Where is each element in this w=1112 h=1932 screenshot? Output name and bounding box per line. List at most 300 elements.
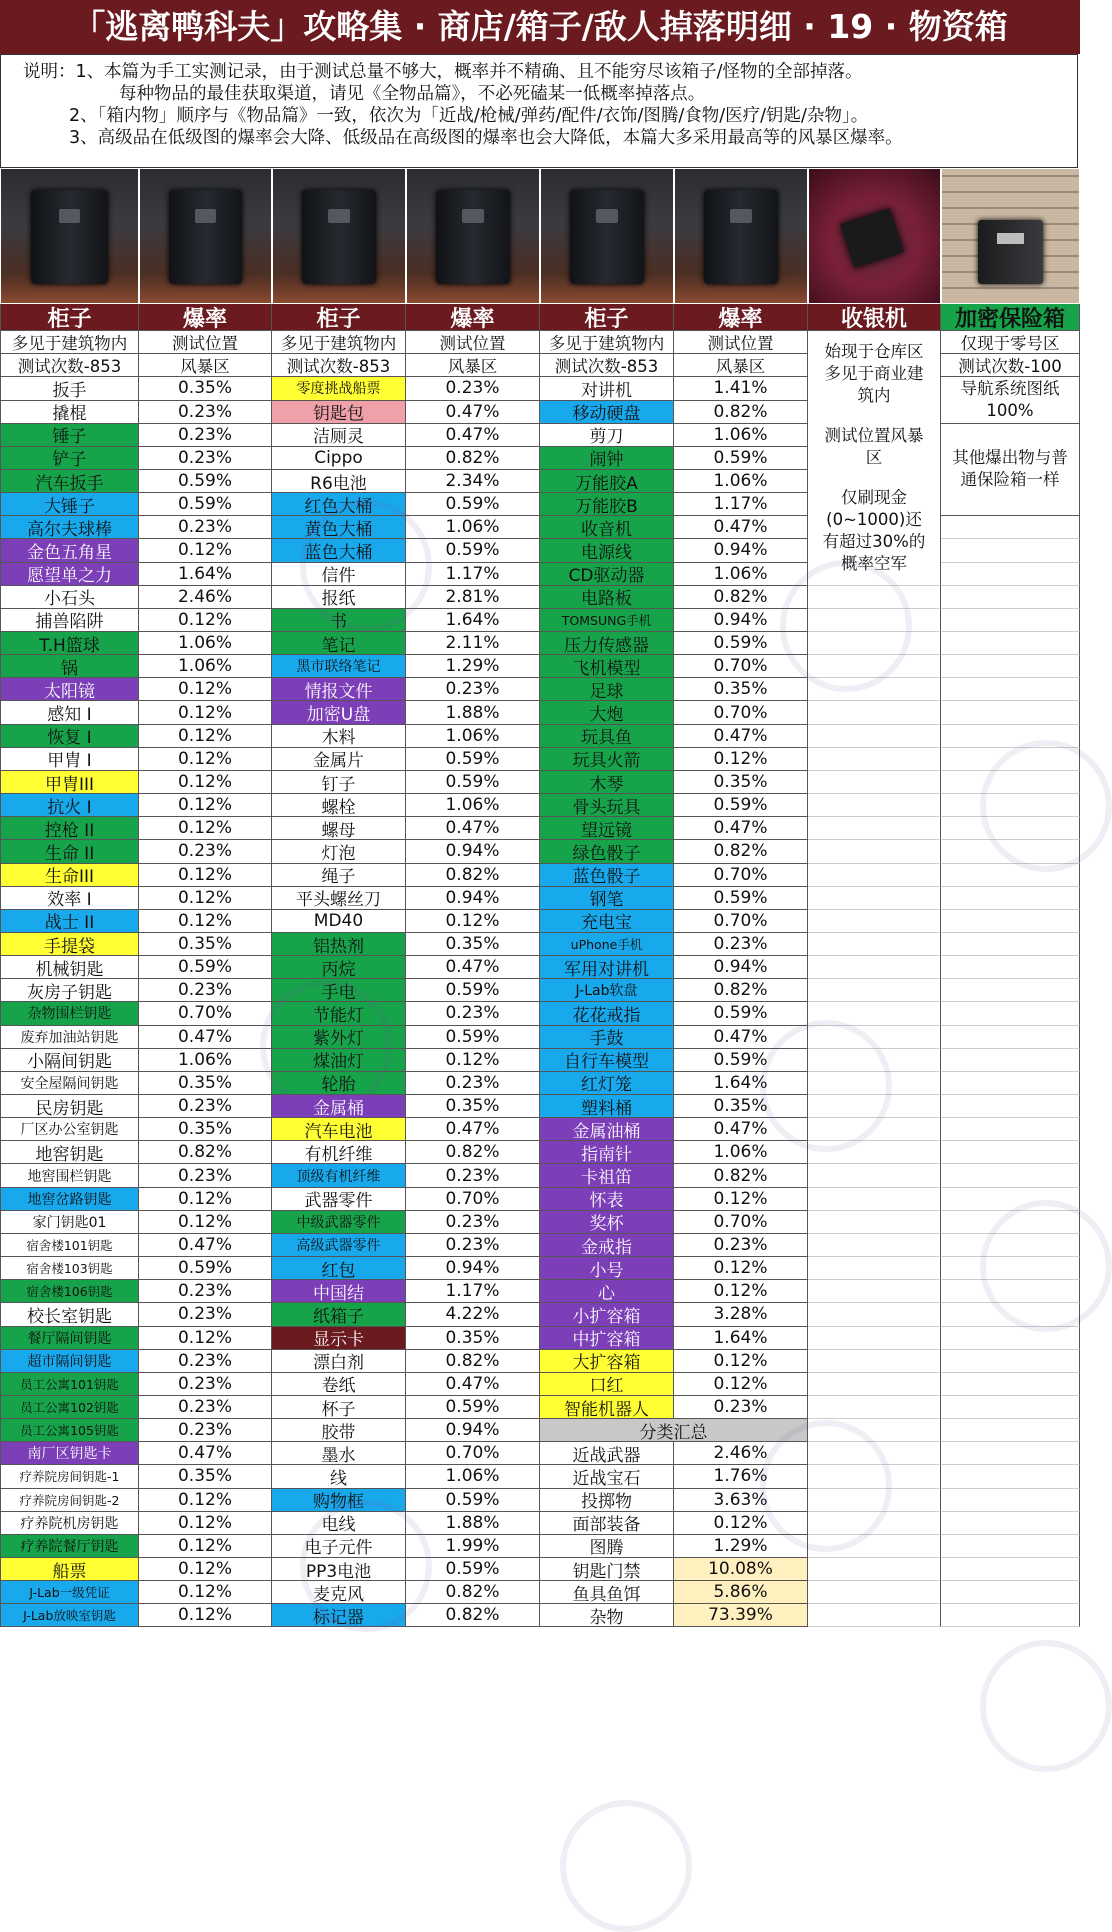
empty-cell [941,1489,1080,1512]
summary-category: 近战武器 [540,1442,674,1465]
item-name: 自行车模型 [540,1049,674,1072]
empty-cell [808,1303,941,1326]
item-name: 万能胶B [540,493,674,516]
item-name: 书 [272,609,406,632]
drop-rate: 1.88% [406,701,540,724]
summary-rate: 2.46% [674,1442,808,1465]
item-name: J-Lab软盘 [540,979,674,1002]
item-name: 铲子 [0,447,139,470]
item-name: 锤子 [0,424,139,447]
item-name: 麦克风 [272,1581,406,1604]
drop-rate: 0.59% [406,1396,540,1419]
item-name: 绿色骰子 [540,840,674,863]
drop-rate: 0.82% [406,1581,540,1604]
item-name: uPhone手机 [540,933,674,956]
drop-rate: 0.35% [139,933,272,956]
drop-rate: 0.47% [406,401,540,424]
item-name: 纸箱子 [272,1303,406,1326]
item-name: 抗火 I [0,794,139,817]
drop-rate: 0.70% [139,1002,272,1025]
empty-cell [808,1257,941,1280]
item-name: 金色五角星 [0,539,139,562]
item-name: 红色大桶 [272,493,406,516]
empty-cell [941,1095,1080,1118]
summary-category: 图腾 [540,1535,674,1558]
item-name: 顶级有机纤维 [272,1164,406,1187]
empty-cell [941,910,1080,933]
drop-rate: 0.47% [139,1234,272,1257]
item-name: 玩具鱼 [540,725,674,748]
empty-cell [941,979,1080,1002]
drop-rate: 0.35% [139,377,272,400]
cash-register-note: 测试位置风暴区 [824,426,924,468]
drop-rate: 0.94% [674,956,808,979]
drop-rate: 0.12% [674,1280,808,1303]
item-name: 生命III [0,864,139,887]
item-name: 杯子 [272,1396,406,1419]
summary-category: 鱼具鱼饵 [540,1581,674,1604]
drop-rate: 0.12% [674,1257,808,1280]
item-name: 小隔间钥匙 [0,1049,139,1072]
summary-rate: 1.76% [674,1465,808,1488]
drop-rate: 4.22% [406,1303,540,1326]
item-name: 煤油灯 [272,1049,406,1072]
drop-rate: 1.06% [674,563,808,586]
item-name: 笔记 [272,632,406,655]
item-name: 厂区办公室钥匙 [0,1118,139,1141]
item-name: 信件 [272,563,406,586]
drop-rate: 0.94% [406,1419,540,1442]
empty-cell [808,1512,941,1535]
cabinet-photo [674,168,808,304]
empty-cell [808,1535,941,1558]
drop-rate: 0.59% [139,1257,272,1280]
item-name: 捕兽陷阱 [0,609,139,632]
empty-cell [808,1581,941,1604]
item-name: 高级武器零件 [272,1234,406,1257]
item-name: 丙烷 [272,956,406,979]
empty-cell [941,956,1080,979]
item-name: 疗养院房间钥匙-2 [0,1489,139,1512]
drop-rate: 0.82% [674,1164,808,1187]
drop-rate: 0.94% [406,887,540,910]
drop-rate: 0.59% [406,493,540,516]
subheader-line-2: 测试次数-853 [0,354,139,377]
cabinet-photo [0,168,139,304]
drop-rate: 0.59% [406,1489,540,1512]
empty-cell [808,794,941,817]
summary-rate: 3.63% [674,1489,808,1512]
empty-cell [941,516,1080,539]
drop-rate: 1.06% [139,1049,272,1072]
item-name: 木琴 [540,771,674,794]
drop-rate: 0.23% [139,1396,272,1419]
empty-cell [941,1303,1080,1326]
notes-block [0,54,1078,168]
empty-cell [808,1026,941,1049]
drop-rate: 1.06% [406,516,540,539]
drop-rate: 0.59% [674,887,808,910]
item-name: TOMSUNG手机 [540,609,674,632]
empty-cell [941,1164,1080,1187]
note-line-2: 每种物品的最佳获取渠道，请见《全物品篇》，不必死磕某一低概率掉落点。 [119,84,706,104]
drop-rate: 0.59% [139,956,272,979]
drop-rate: 0.12% [139,1558,272,1581]
item-name: 红灯笼 [540,1072,674,1095]
subheader-line-1: 多见于建筑物内 [0,331,139,354]
item-name: 移动硬盘 [540,401,674,424]
empty-cell [808,1373,941,1396]
item-name: 心 [540,1280,674,1303]
empty-cell [808,933,941,956]
item-name: 锅 [0,655,139,678]
drop-rate: 0.23% [406,1234,540,1257]
item-name: 绳子 [272,864,406,887]
item-name: 金属油桶 [540,1118,674,1141]
drop-rate: 0.82% [406,447,540,470]
item-name: 显示卡 [272,1327,406,1350]
empty-cell [941,701,1080,724]
drop-rate: 0.23% [139,1095,272,1118]
empty-cell [941,1419,1080,1442]
empty-cell [808,678,941,701]
item-name: 钥匙包 [272,401,406,424]
drop-rate: 0.23% [406,1002,540,1025]
item-name: 塑料桶 [540,1095,674,1118]
item-name: R6电池 [272,470,406,493]
drop-rate: 0.59% [674,794,808,817]
drop-rate: 0.12% [139,725,272,748]
empty-cell [941,1049,1080,1072]
drop-rate: 0.70% [674,1211,808,1234]
empty-cell [808,1419,941,1442]
empty-cell [941,1280,1080,1303]
empty-cell [941,887,1080,910]
summary-rate: 1.29% [674,1535,808,1558]
item-name: 恢复 I [0,725,139,748]
item-name: 员工公寓101钥匙 [0,1373,139,1396]
item-name: 轮胎 [272,1072,406,1095]
drop-rate: 0.47% [139,1442,272,1465]
drop-rate: 0.12% [674,1188,808,1211]
empty-cell [941,1442,1080,1465]
drop-rate: 1.64% [674,1072,808,1095]
item-name: 高尔夫球棒 [0,516,139,539]
item-name: 机械钥匙 [0,956,139,979]
item-name: 军用对讲机 [540,956,674,979]
empty-cell [808,1465,941,1488]
drop-rate: 0.94% [406,1257,540,1280]
drop-rate: 0.82% [406,1604,540,1627]
item-name: 螺栓 [272,794,406,817]
drop-rate: 1.06% [139,632,272,655]
cabinet-photo [406,168,540,304]
drop-rate: 0.59% [139,470,272,493]
empty-cell [941,655,1080,678]
empty-cell [808,586,941,609]
item-name: 红包 [272,1257,406,1280]
drop-rate: 0.23% [674,1396,808,1419]
drop-rate: 2.46% [139,586,272,609]
drop-rate: 0.47% [406,1118,540,1141]
item-name: 杂物围栏钥匙 [0,1002,139,1025]
empty-cell [808,1442,941,1465]
item-name: J-Lab放映室钥匙 [0,1604,139,1627]
drop-rate: 0.47% [406,424,540,447]
empty-cell [808,1072,941,1095]
note-line-4: 3、高级品在低级图的爆率会大降、低级品在高级图的爆率也会大降低，本篇大多采用最高等的风暴区爆率。 [69,128,903,148]
drop-rate: 0.12% [139,1581,272,1604]
item-name: 甲胄 I [0,748,139,771]
item-name: 中级武器零件 [272,1211,406,1234]
container-photos [0,168,1080,304]
item-name: 地窖钥匙 [0,1141,139,1164]
item-name: 电路板 [540,586,674,609]
item-name: 飞机模型 [540,655,674,678]
item-name: 家门钥匙01 [0,1211,139,1234]
empty-cell [808,910,941,933]
drop-rate: 0.70% [406,1442,540,1465]
drop-rate: 0.12% [674,1373,808,1396]
drop-rate: 0.12% [139,1604,272,1627]
drop-rate: 1.17% [674,493,808,516]
drop-rate: 0.59% [674,1002,808,1025]
subheader-line-1: 测试位置 [674,331,808,354]
item-name: 木料 [272,725,406,748]
drop-rate: 1.41% [674,377,808,400]
item-name: 大扩容箱 [540,1350,674,1373]
drop-rate: 0.47% [674,817,808,840]
drop-rate: 1.17% [406,563,540,586]
item-name: CD驱动器 [540,563,674,586]
item-name: Cippo [272,447,406,470]
drop-rate: 0.82% [406,864,540,887]
drop-rate: 0.47% [139,1026,272,1049]
item-name: 宿舍楼103钥匙 [0,1257,139,1280]
item-name: 手电 [272,979,406,1002]
drop-rate: 1.64% [139,563,272,586]
drop-rate: 0.47% [674,1026,808,1049]
cash-register-note: 仅刷现金(0~1000)还有超过30%的概率空军 [822,488,926,574]
drop-rate: 0.59% [406,539,540,562]
drop-rate: 0.47% [406,817,540,840]
empty-cell [941,563,1080,586]
item-name: 卡祖笛 [540,1164,674,1187]
item-name: 情报文件 [272,678,406,701]
item-name: 灯泡 [272,840,406,863]
drop-rate: 0.35% [139,1118,272,1141]
item-name: 蓝色骰子 [540,864,674,887]
empty-cell [941,1558,1080,1581]
subheader-line-2: 风暴区 [406,354,540,377]
empty-cell [808,1211,941,1234]
item-name: 控枪 II [0,817,139,840]
item-name: 校长室钥匙 [0,1303,139,1326]
item-name: 金属片 [272,748,406,771]
column-header: 柜子 [272,304,406,331]
drop-rate: 0.23% [139,401,272,424]
drop-rate: 0.12% [406,910,540,933]
empty-cell [808,979,941,1002]
item-name: 超市隔间钥匙 [0,1350,139,1373]
drop-rate: 3.28% [674,1303,808,1326]
item-name: 甲胄III [0,771,139,794]
item-name: 对讲机 [540,377,674,400]
item-name: 船票 [0,1558,139,1581]
empty-cell [941,864,1080,887]
empty-cell [808,1095,941,1118]
drop-rate-table [0,304,1080,1928]
empty-cell [808,840,941,863]
safe-info: 导航系统图纸100% [941,377,1080,423]
empty-cell [941,794,1080,817]
item-name: J-Lab一级凭证 [0,1581,139,1604]
empty-cell [808,632,941,655]
drop-rate: 0.82% [406,1350,540,1373]
drop-rate: 1.64% [674,1327,808,1350]
item-name: 手提袋 [0,933,139,956]
item-name: 疗养院机房钥匙 [0,1512,139,1535]
drop-rate: 0.59% [406,979,540,1002]
item-name: 望远镜 [540,817,674,840]
item-name: 金属桶 [272,1095,406,1118]
item-name: 中国结 [272,1280,406,1303]
drop-rate: 1.99% [406,1535,540,1558]
drop-rate: 0.12% [674,1350,808,1373]
item-name: 胶带 [272,1419,406,1442]
drop-rate: 0.35% [674,678,808,701]
drop-rate: 0.12% [139,817,272,840]
column-header: 收银机 [808,304,941,331]
empty-cell [808,1280,941,1303]
drop-rate: 0.82% [674,979,808,1002]
drop-rate: 2.34% [406,470,540,493]
empty-cell [941,933,1080,956]
drop-rate: 0.12% [406,1049,540,1072]
item-name: 战士 II [0,910,139,933]
empty-cell [808,701,941,724]
item-name: 螺母 [272,817,406,840]
item-name: 效率 I [0,887,139,910]
drop-rate: 0.23% [139,1164,272,1187]
empty-cell [808,655,941,678]
cash-register-photo [808,168,941,304]
empty-cell [941,1002,1080,1025]
drop-rate: 0.35% [674,771,808,794]
empty-cell [808,1396,941,1419]
drop-rate: 0.70% [674,655,808,678]
note-line-3: 2、「箱内物」顺序与《物品篇》一致，依次为「近战/枪械/弹药/配件/衣饰/图腾/食物/医疗/钥匙/杂物」。 [69,106,869,126]
empty-cell [808,1164,941,1187]
drop-rate: 2.11% [406,632,540,655]
empty-cell [941,609,1080,632]
item-name: 收音机 [540,516,674,539]
drop-rate: 0.23% [406,678,540,701]
drop-rate: 0.47% [406,956,540,979]
item-name: 剪刀 [540,424,674,447]
item-name: 线 [272,1465,406,1488]
empty-cell [941,1234,1080,1257]
empty-cell [941,1396,1080,1419]
empty-cell [941,1581,1080,1604]
column-header: 爆率 [406,304,540,331]
drop-rate: 0.23% [139,1373,272,1396]
item-name: 蓝色大桶 [272,539,406,562]
subheader-line-1: 测试位置 [139,331,272,354]
drop-rate: 0.59% [406,1558,540,1581]
empty-cell [941,1141,1080,1164]
drop-rate: 0.23% [139,840,272,863]
item-name: 铝热剂 [272,933,406,956]
drop-rate: 1.64% [406,609,540,632]
item-name: 扳手 [0,377,139,400]
drop-rate: 0.23% [674,933,808,956]
drop-rate: 0.12% [139,539,272,562]
safe-info: 仅现于零号区 [941,331,1080,354]
item-name: 安全屋隔间钥匙 [0,1072,139,1095]
subheader-line-1: 测试位置 [406,331,540,354]
cash-register-info [808,331,941,574]
item-name: 愿望单之力 [0,563,139,586]
summary-category: 钥匙门禁 [540,1558,674,1581]
drop-rate: 0.59% [406,771,540,794]
empty-cell [808,817,941,840]
item-name: 汽车扳手 [0,470,139,493]
item-name: 电源线 [540,539,674,562]
drop-rate: 0.70% [406,1188,540,1211]
summary-category: 近战宝石 [540,1465,674,1488]
item-name: 黑市联络笔记 [272,655,406,678]
item-name: 宿舍楼106钥匙 [0,1280,139,1303]
empty-cell [808,956,941,979]
drop-rate: 0.12% [139,864,272,887]
drop-rate: 0.12% [139,1327,272,1350]
empty-cell [808,1002,941,1025]
subheader-line-1: 多见于建筑物内 [272,331,406,354]
subheader-line-2: 测试次数-853 [272,354,406,377]
item-name: 玩具火箭 [540,748,674,771]
subheader-line-2: 测试次数-853 [540,354,674,377]
subheader-line-1: 多见于建筑物内 [540,331,674,354]
empty-cell [941,1535,1080,1558]
column-header: 加密保险箱 [941,304,1080,331]
empty-cell [941,1118,1080,1141]
drop-rate: 0.59% [406,748,540,771]
empty-cell [941,539,1080,562]
drop-rate: 0.59% [674,632,808,655]
drop-rate: 0.23% [139,424,272,447]
drop-rate: 0.70% [674,701,808,724]
item-name: 小石头 [0,586,139,609]
empty-cell [808,1234,941,1257]
empty-cell [808,1188,941,1211]
empty-cell [941,1465,1080,1488]
drop-rate: 0.82% [674,401,808,424]
drop-rate: 0.82% [139,1141,272,1164]
item-name: 撬棍 [0,401,139,424]
safe-info: 其他爆出物与普通保险箱一样 [941,424,1080,517]
item-name: 员工公寓102钥匙 [0,1396,139,1419]
item-name: 疗养院餐厅钥匙 [0,1535,139,1558]
item-name: 民房钥匙 [0,1095,139,1118]
empty-cell [808,609,941,632]
item-name: 报纸 [272,586,406,609]
safe-info: 测试次数-100 [941,354,1080,377]
drop-rate: 0.59% [139,493,272,516]
item-name: 节能灯 [272,1002,406,1025]
item-name: 紫外灯 [272,1026,406,1049]
drop-rate: 0.12% [139,910,272,933]
